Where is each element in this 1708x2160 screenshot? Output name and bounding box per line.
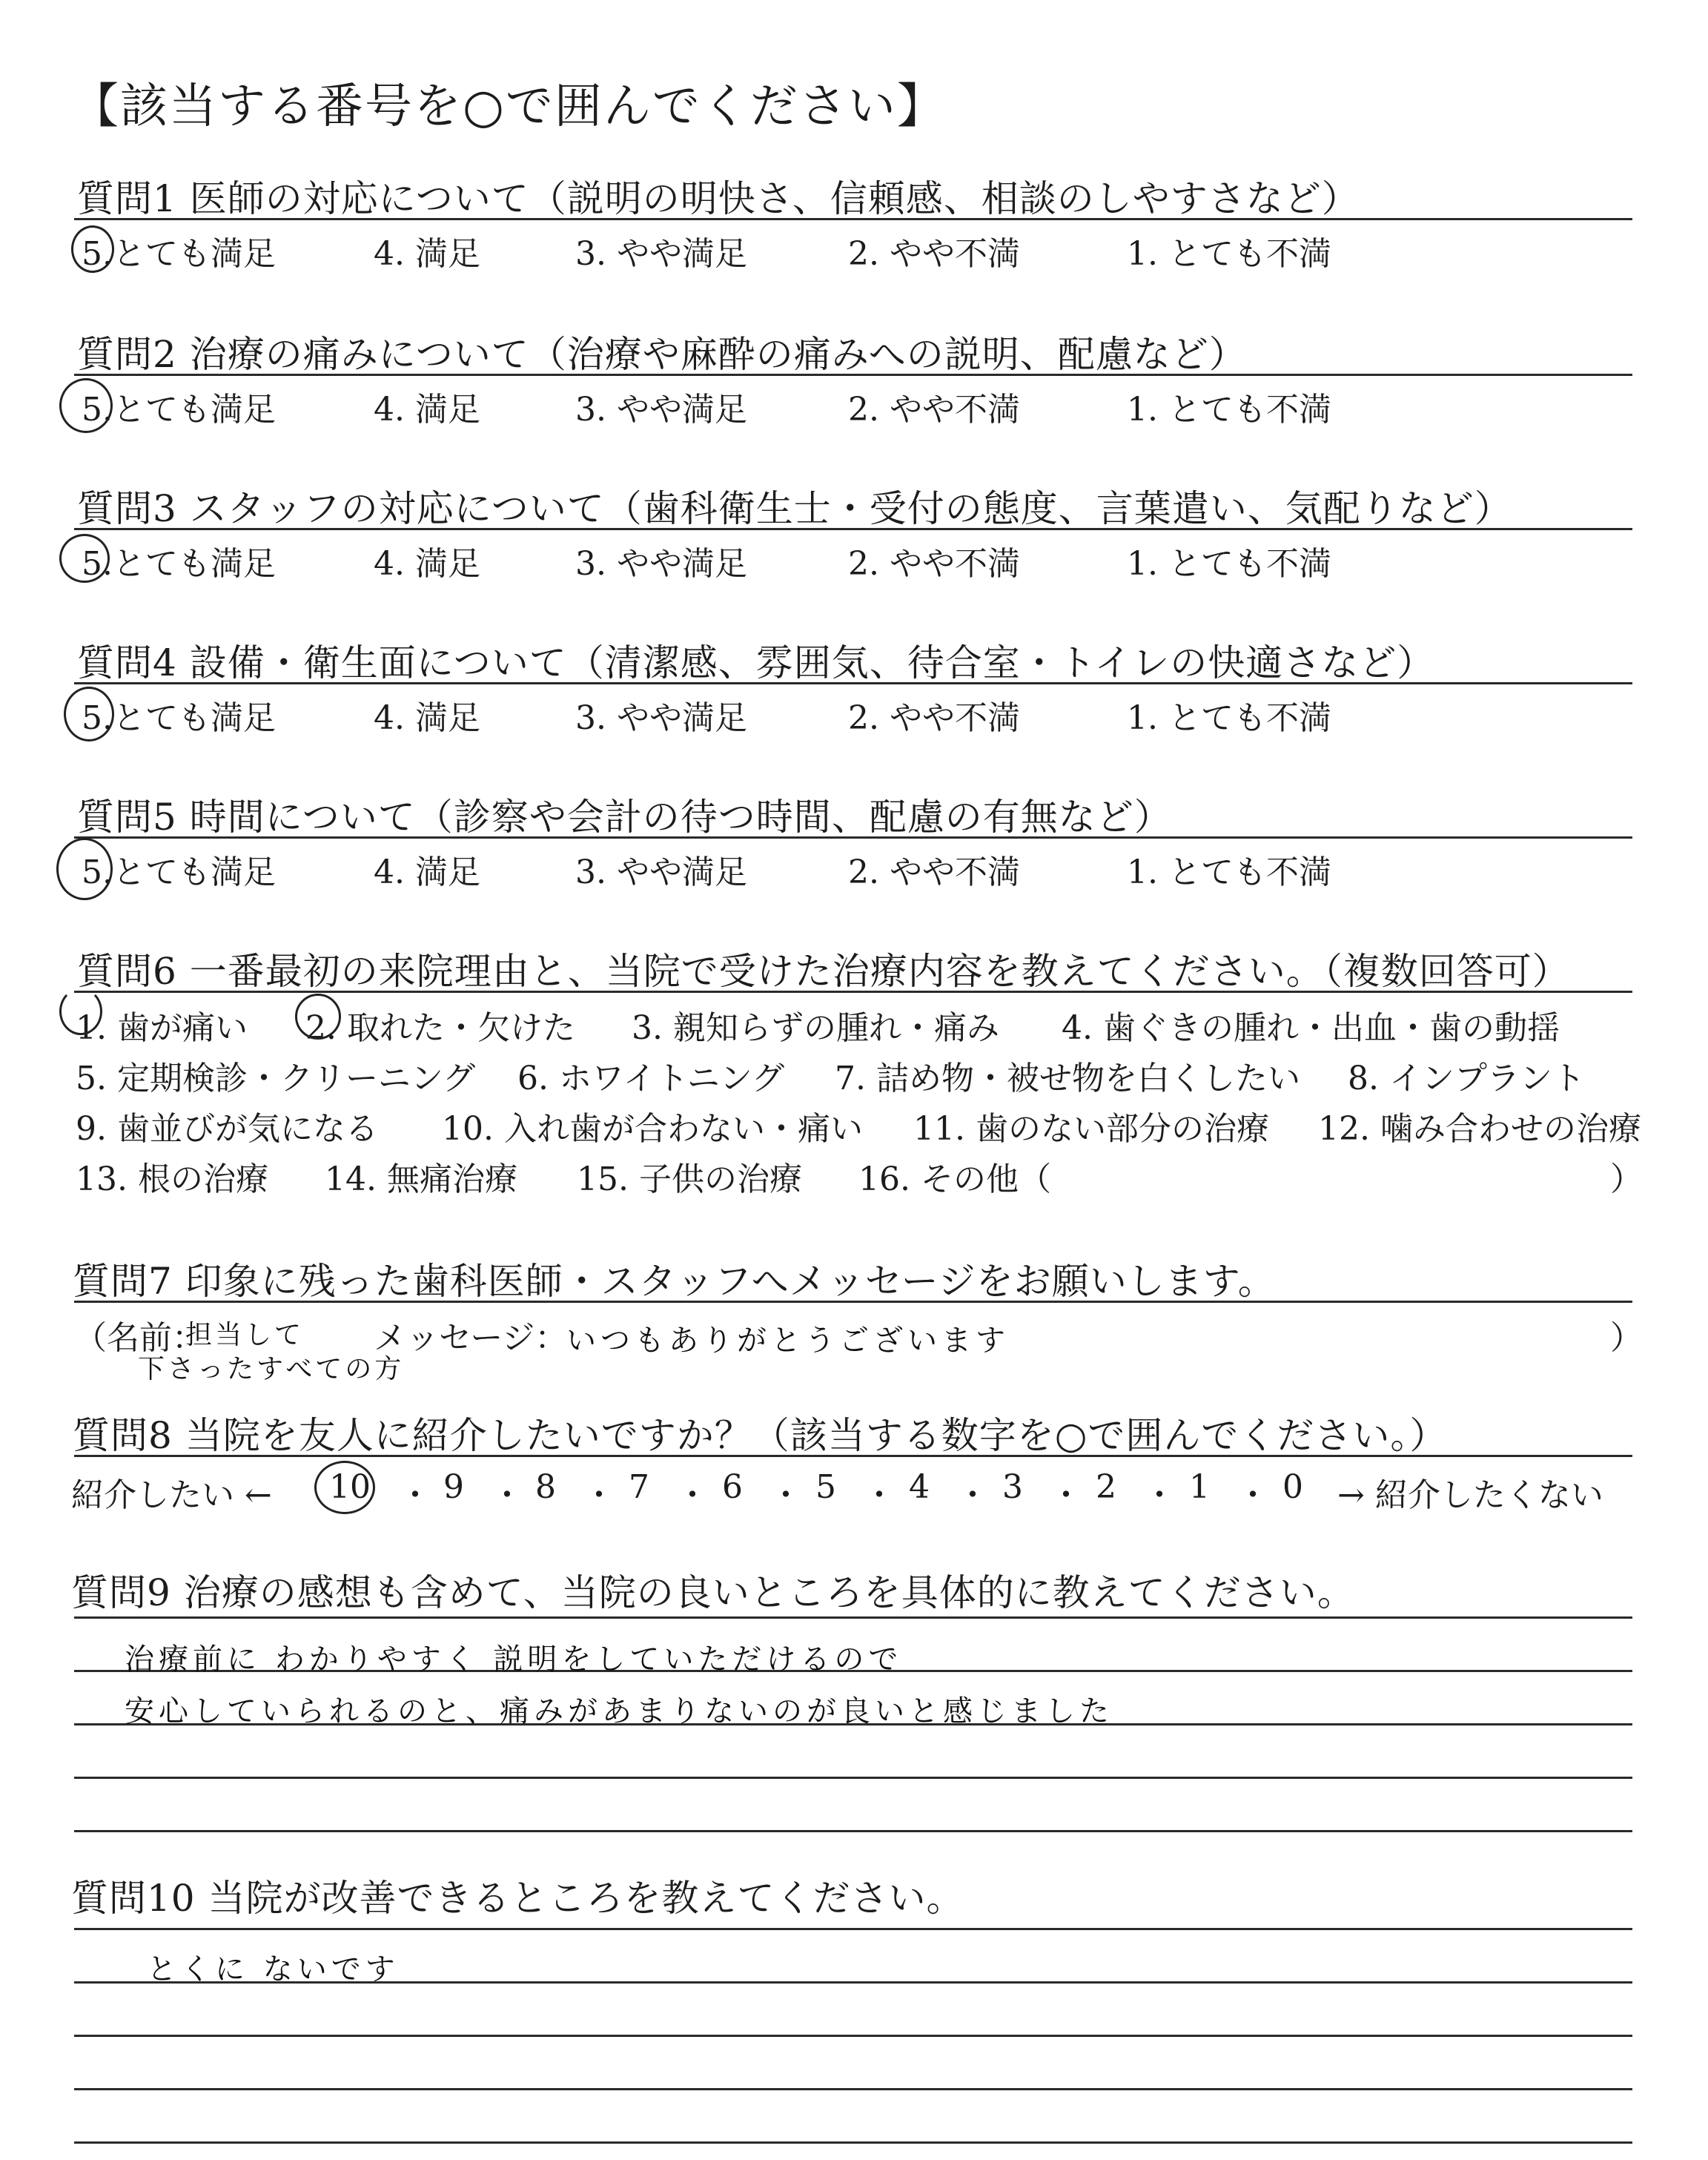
- q8-scale-9[interactable]: 9: [443, 1468, 464, 1506]
- q5-option-3[interactable]: 3. やや満足: [575, 853, 747, 891]
- q6-option-1[interactable]: 1. 歯が痛い: [76, 1009, 248, 1047]
- q7-name-handwritten-1[interactable]: 担当して: [185, 1320, 305, 1350]
- q6-other-close-paren: ）: [1610, 1160, 1643, 1198]
- question-10-label: 質問10 当院が改善できるところを教えてください。: [71, 1877, 964, 1920]
- q6-option-4[interactable]: 4. 歯ぐきの腫れ・出血・歯の動揺: [1062, 1009, 1560, 1047]
- q8-scale-5[interactable]: 5: [815, 1468, 836, 1506]
- q3-option-5[interactable]: 5.とても満足: [82, 545, 276, 583]
- question-5-label: 質問5 時間について（診察や会計の待つ時間、配慮の有無など）: [77, 796, 1172, 839]
- q5-option-4[interactable]: 4. 満足: [374, 853, 480, 891]
- q2-option-2[interactable]: 2. やや不満: [848, 391, 1020, 429]
- question-6-label: 質問6 一番最初の来院理由と、当院で受けた治療内容を教えてください。（複数回答可）: [77, 950, 1570, 993]
- question-3-rule: [74, 528, 1632, 530]
- q2-option-4[interactable]: 4. 満足: [374, 391, 480, 429]
- q10-answer-rule-1: [74, 1928, 1632, 1930]
- q8-left-label: 紹介したい ←: [71, 1476, 272, 1514]
- q1-option-1[interactable]: 1. とても不満: [1127, 235, 1331, 273]
- q8-selection-circle: [314, 1461, 375, 1514]
- q5-option-5[interactable]: 5.とても満足: [82, 853, 276, 891]
- q10-answer-line-1[interactable]: とくに ないです: [147, 1952, 400, 1986]
- q2-option-1[interactable]: 1. とても不満: [1127, 391, 1331, 429]
- q3-option-4[interactable]: 4. 満足: [374, 545, 480, 583]
- question-3-label: 質問3 スタッフの対応について（歯科衛生士・受付の態度、言葉遣い、気配りなど）: [77, 487, 1512, 530]
- q1-option-5[interactable]: 5.とても満足: [82, 235, 276, 273]
- q8-scale-4[interactable]: 4: [909, 1468, 930, 1506]
- q4-option-4[interactable]: 4. 満足: [374, 699, 480, 737]
- question-1-rule: [74, 218, 1632, 220]
- question-2-rule: [74, 374, 1632, 376]
- q6-option-16[interactable]: 16. その他（: [858, 1160, 1051, 1198]
- q8-right-label: → 紹介したくない: [1337, 1476, 1603, 1514]
- q5-option-1[interactable]: 1. とても不満: [1127, 853, 1331, 891]
- q8-dot: ・: [583, 1476, 615, 1514]
- q8-scale-2[interactable]: 2: [1096, 1468, 1116, 1506]
- q9-answer-line-2[interactable]: 安心していられるのと、痛みがあまりないのが良いと感じました: [125, 1694, 1113, 1728]
- q1-option-3[interactable]: 3. やや満足: [575, 235, 747, 273]
- q3-option-1[interactable]: 1. とても不満: [1127, 545, 1331, 583]
- q8-dot: ・: [491, 1476, 523, 1514]
- q6-option-3[interactable]: 3. 親知らずの腫れ・痛み: [632, 1009, 999, 1047]
- q8-scale-7[interactable]: 7: [629, 1468, 649, 1506]
- q6-option-6[interactable]: 6. ホワイトニング: [517, 1060, 785, 1097]
- q3-option-3[interactable]: 3. やや満足: [575, 545, 747, 583]
- q8-dot: ・: [956, 1476, 989, 1514]
- question-9-label: 質問9 治療の感想も含めて、当院の良いところを具体的に教えてください。: [71, 1571, 1355, 1614]
- q9-answer-line-1[interactable]: 治療前に わかりやすく 説明をしていただけるので: [125, 1642, 903, 1677]
- q8-dot: ・: [769, 1476, 802, 1514]
- q6-selection-circle-2: [295, 994, 341, 1040]
- q10-answer-rule-3: [74, 2035, 1632, 2037]
- q6-option-2[interactable]: 2. 取れた・欠けた: [305, 1009, 575, 1047]
- q6-option-14[interactable]: 14. 無痛治療: [325, 1160, 517, 1198]
- q6-option-10[interactable]: 10. 入れ歯が合わない・痛い: [442, 1110, 863, 1148]
- question-4-label: 質問4 設備・衛生面について（清潔感、雰囲気、待合室・トイレの快適さなど）: [77, 641, 1435, 684]
- q1-option-4[interactable]: 4. 満足: [374, 235, 480, 273]
- question-4-rule: [74, 682, 1632, 684]
- q4-option-2[interactable]: 2. やや不満: [848, 699, 1020, 737]
- q8-scale-1[interactable]: 1: [1189, 1468, 1210, 1506]
- q6-option-5[interactable]: 5. 定期検診・クリーニング: [76, 1060, 476, 1097]
- q10-answer-rule-4: [74, 2088, 1632, 2090]
- q8-scale-6[interactable]: 6: [722, 1468, 743, 1506]
- q6-option-11[interactable]: 11. 歯のない部分の治療: [913, 1110, 1269, 1148]
- q9-answer-rule-4: [74, 1777, 1632, 1779]
- q4-option-1[interactable]: 1. とても不満: [1127, 699, 1331, 737]
- q2-option-5[interactable]: 5.とても満足: [82, 391, 276, 429]
- q6-option-15[interactable]: 15. 子供の治療: [577, 1160, 802, 1198]
- q6-option-7[interactable]: 7. 詰め物・被せ物を白くしたい: [835, 1060, 1300, 1097]
- q6-option-8[interactable]: 8. インプラント: [1348, 1060, 1585, 1097]
- q7-message-label: メッセージ：: [374, 1319, 568, 1357]
- q1-option-2[interactable]: 2. やや不満: [848, 235, 1020, 273]
- q8-dot: ・: [676, 1476, 709, 1514]
- q6-option-12[interactable]: 12. 噛み合わせの治療: [1318, 1110, 1641, 1148]
- q7-close-paren: ）: [1610, 1319, 1643, 1357]
- q8-scale-8[interactable]: 8: [535, 1468, 556, 1506]
- question-6-rule: [74, 991, 1632, 993]
- q9-answer-rule-5: [74, 1830, 1632, 1832]
- page-title: 【該当する番号を○で囲んでください】: [71, 79, 946, 134]
- q8-scale-3[interactable]: 3: [1002, 1468, 1023, 1506]
- q6-option-9[interactable]: 9. 歯並びが気になる: [76, 1110, 378, 1148]
- q6-option-13[interactable]: 13. 根の治療: [76, 1160, 268, 1198]
- q3-selection-circle: [59, 534, 110, 583]
- q10-answer-rule-5: [74, 2141, 1632, 2144]
- q3-option-2[interactable]: 2. やや不満: [848, 545, 1020, 583]
- q8-dot: ・: [1143, 1476, 1176, 1514]
- question-8-label: 質問8 当院を友人に紹介したいですか？（該当する数字を○で囲んでください。）: [73, 1414, 1448, 1457]
- q6-selection-circle-1: [59, 988, 102, 1035]
- q8-dot: ・: [863, 1476, 896, 1514]
- q1-selection-circle: [71, 225, 114, 273]
- q8-dot: ・: [1050, 1476, 1082, 1514]
- question-1-label: 質問1 医師の対応について（説明の明快さ、信頼感、相談のしやすさなど）: [77, 177, 1360, 220]
- q7-message-handwritten[interactable]: いつもありがとうございます: [566, 1324, 1010, 1358]
- question-5-rule: [74, 836, 1632, 839]
- q5-selection-circle: [56, 838, 113, 900]
- q5-option-2[interactable]: 2. やや不満: [848, 853, 1020, 891]
- q8-scale-10[interactable]: 10: [329, 1468, 371, 1506]
- q8-scale-0[interactable]: 0: [1282, 1468, 1303, 1506]
- q2-option-3[interactable]: 3. やや満足: [575, 391, 747, 429]
- q4-selection-circle: [64, 687, 114, 742]
- q8-dot: ・: [399, 1476, 431, 1514]
- q9-answer-rule-1: [74, 1616, 1632, 1619]
- q8-dot: ・: [1237, 1476, 1269, 1514]
- question-7-label: 質問7 印象に残った歯科医師・スタッフへメッセージをお願いします。: [73, 1260, 1276, 1303]
- q4-option-5[interactable]: 5.とても満足: [82, 699, 276, 737]
- question-7-rule: [74, 1301, 1632, 1303]
- q7-name-handwritten-2[interactable]: 下さったすべての方: [138, 1354, 405, 1384]
- question-2-label: 質問2 治療の痛みについて（治療や麻酔の痛みへの説明、配慮など）: [77, 333, 1247, 376]
- q4-option-3[interactable]: 3. やや満足: [575, 699, 747, 737]
- q7-name-prefix: （名前：: [74, 1319, 205, 1357]
- question-8-rule: [74, 1455, 1632, 1457]
- q2-selection-circle: [59, 378, 113, 433]
